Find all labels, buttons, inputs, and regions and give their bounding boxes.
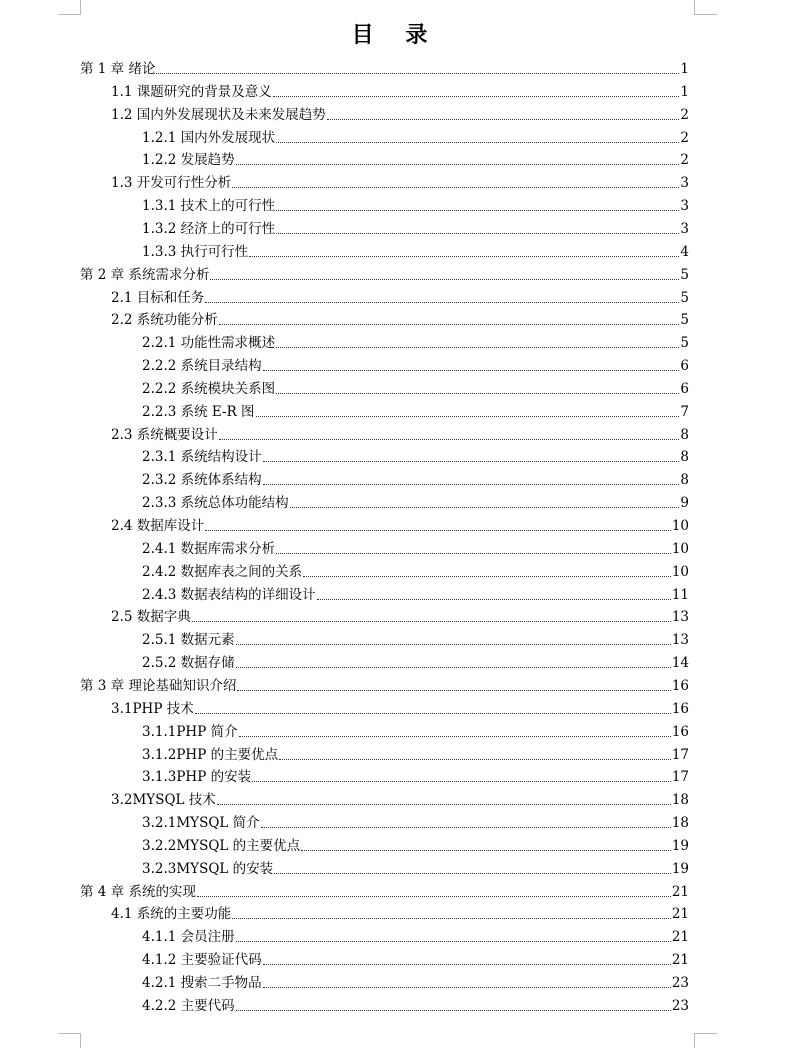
toc-dot-leader (156, 73, 679, 74)
toc-entry-title: 2.5 数据字典 (111, 609, 191, 626)
toc-dot-leader (276, 142, 679, 143)
crop-mark-top-left (58, 0, 81, 15)
toc-entry-title: 2.2.3 系统 E-R 图 (142, 403, 255, 420)
toc-dot-leader (263, 987, 671, 988)
toc-entry-title: 1.3.3 执行可行性 (142, 243, 249, 260)
toc-entry-page: 4 (680, 243, 689, 260)
toc-entry-title: 1.2 国内外发展现状及未来发展趋势 (111, 106, 326, 123)
toc-entry-page: 3 (680, 175, 689, 192)
toc-entry-page: 23 (671, 997, 689, 1014)
toc-entry[interactable] (142, 126, 689, 146)
toc-entry[interactable] (142, 331, 689, 351)
toc-entry-title: 1.3.2 经济上的可行性 (142, 220, 276, 237)
toc-entry[interactable] (111, 103, 689, 123)
toc-entry-title: 4.2.1 搜索二手物品 (142, 975, 262, 991)
toc-entry-title: 3.1.3PHP 的安装 (142, 769, 252, 786)
toc-entry[interactable] (142, 834, 689, 854)
toc-entry-title: 4.2.2 主要代码 (142, 997, 235, 1014)
toc-entry[interactable] (142, 925, 689, 945)
toc-entry-title: 1.3.1 技术上的可行性 (142, 198, 276, 215)
toc-entry[interactable] (142, 720, 689, 740)
toc-entry[interactable] (111, 308, 689, 328)
toc-entry-title: 2.3.1 系统结构设计 (142, 449, 262, 466)
toc-entry[interactable] (142, 948, 689, 968)
toc-entry-page: 7 (680, 403, 689, 420)
toc-dot-leader (210, 279, 679, 280)
toc-entry-page: 6 (680, 358, 689, 375)
toc-entry-title: 2.2.2 系统模块关系图 (142, 380, 276, 397)
toc-dot-leader (276, 233, 679, 234)
toc-entry[interactable] (142, 560, 689, 580)
toc-entry-page: 21 (671, 929, 689, 946)
toc-entry-page: 2 (680, 129, 689, 146)
toc-dot-leader (249, 256, 679, 257)
crop-mark-bottom-right (694, 1033, 717, 1048)
toc-dot-leader (232, 918, 671, 919)
toc-entry-page: 1 (680, 83, 689, 100)
toc-dot-leader (273, 96, 680, 97)
toc-entry-page: 18 (671, 792, 689, 809)
toc-dot-leader (205, 530, 671, 531)
toc-entry-title: 2.2.2 系统目录结构 (142, 358, 262, 375)
toc-dot-leader (239, 736, 671, 737)
toc-entry-title: 2.2 系统功能分析 (111, 312, 218, 329)
toc-entry[interactable] (111, 788, 689, 808)
toc-entry[interactable] (142, 377, 689, 397)
toc-entry[interactable] (80, 674, 689, 694)
toc-entry-page: 19 (671, 860, 689, 877)
toc-dot-leader (236, 644, 671, 645)
toc-entry-page: 1 (680, 61, 689, 77)
toc-entry[interactable] (80, 880, 689, 900)
toc-entry-title: 2.5.2 数据存储 (142, 655, 235, 672)
toc-entry-page: 2 (680, 152, 689, 169)
toc-dot-leader (237, 690, 670, 691)
toc-dot-leader (252, 781, 671, 782)
toc-entry-title: 第 1 章 绪论 (80, 61, 156, 77)
toc-entry-title: 2.1 目标和任务 (111, 289, 205, 306)
toc-entry[interactable] (142, 194, 689, 214)
toc-entry-title: 2.4.3 数据表结构的详细设计 (142, 586, 316, 603)
toc-entry[interactable] (142, 148, 689, 168)
toc-dot-leader (301, 850, 671, 851)
toc-entry[interactable] (80, 263, 689, 283)
toc-entry-page: 6 (680, 380, 689, 397)
toc-dot-leader (303, 576, 671, 577)
toc-entry-page: 19 (671, 837, 689, 854)
toc-entry-page: 21 (671, 906, 689, 923)
toc-entry[interactable] (142, 240, 689, 260)
toc-entry-page: 21 (671, 952, 689, 969)
toc-dot-leader (236, 941, 671, 942)
toc-entry[interactable] (142, 651, 689, 671)
toc-dot-leader (219, 324, 680, 325)
toc-dot-leader (290, 507, 680, 508)
toc-entry-title: 第 4 章 系统的实现 (80, 883, 196, 900)
toc-entry-title: 第 2 章 系统需求分析 (80, 266, 210, 283)
toc-entry-page: 18 (671, 815, 689, 832)
crop-mark-bottom-left (58, 1033, 81, 1048)
toc-entry[interactable] (111, 423, 689, 443)
toc-entry-title: 2.2.1 功能性需求概述 (142, 335, 276, 352)
toc-entry-page: 5 (680, 289, 689, 306)
crop-mark-top-right (694, 0, 717, 15)
toc-entry-page: 2 (680, 106, 689, 123)
toc-entry-page: 8 (680, 426, 689, 443)
toc-dot-leader (263, 484, 680, 485)
toc-entry[interactable] (111, 605, 689, 625)
toc-entry-page: 13 (671, 632, 689, 649)
toc-dot-leader (263, 461, 680, 462)
toc-entry-page: 10 (671, 518, 689, 534)
toc-entry-page: 16 (671, 677, 689, 694)
toc-entry-page: 17 (671, 746, 689, 763)
toc-entry-page: 10 (671, 563, 689, 580)
toc-entry-title: 4.1.2 主要验证代码 (142, 952, 262, 969)
toc-entry[interactable] (142, 857, 689, 877)
toc-dot-leader (279, 759, 671, 760)
toc-dot-leader (276, 393, 679, 394)
toc-entry-page: 10 (671, 540, 689, 557)
toc-entry-page: 16 (671, 723, 689, 740)
toc-entry[interactable] (142, 994, 689, 1014)
toc-entry-title: 4.1.1 会员注册 (142, 929, 235, 946)
toc-entry[interactable] (111, 286, 689, 306)
toc-dot-leader (276, 347, 679, 348)
toc-entry-page: 13 (671, 609, 689, 626)
toc-entry[interactable] (111, 171, 689, 191)
toc-entry[interactable] (142, 811, 689, 831)
toc-entry-title: 2.3.3 系统总体功能结构 (142, 495, 289, 512)
toc-entry[interactable] (142, 765, 689, 785)
toc-entry-page: 8 (680, 449, 689, 466)
toc-entry-title: 第 3 章 理论基础知识介绍 (80, 677, 237, 694)
toc-dot-leader (236, 164, 680, 165)
toc-entry-page: 3 (680, 220, 689, 237)
toc-entry-title: 2.4.2 数据库表之间的关系 (142, 563, 303, 580)
toc-entry-title: 1.3 开发可行性分析 (111, 175, 232, 192)
toc-dot-leader (263, 964, 671, 965)
toc-entry[interactable] (142, 217, 689, 237)
toc-dot-leader (317, 599, 671, 600)
toc-entry[interactable] (142, 468, 689, 488)
toc-dot-leader (263, 370, 680, 371)
toc-dot-leader (232, 187, 679, 188)
toc-entry[interactable] (111, 697, 689, 717)
toc-entry-page: 9 (680, 495, 689, 512)
toc-entry-page: 16 (671, 700, 689, 717)
toc-entry-title: 2.3 系统概要设计 (111, 426, 218, 443)
toc-entry-page: 3 (680, 198, 689, 215)
toc-dot-leader (195, 713, 671, 714)
toc-dot-leader (219, 439, 680, 440)
toc-entry-title: 2.3.2 系统体系结构 (142, 472, 262, 489)
toc-dot-leader (197, 896, 671, 897)
toc-entry-title: 3.1.1PHP 简介 (142, 723, 238, 740)
toc-entry[interactable] (142, 354, 689, 374)
toc-entry-page: 5 (680, 335, 689, 352)
toc-entry[interactable] (111, 902, 689, 922)
toc-entry[interactable] (142, 583, 689, 603)
toc-entry-page: 5 (680, 266, 689, 283)
toc-entry-title: 1.2.1 国内外发展现状 (142, 129, 276, 146)
toc-entry[interactable] (111, 514, 689, 534)
toc-dot-leader (236, 667, 671, 668)
toc-entry-page: 11 (671, 586, 689, 603)
toc-entry-title: 3.2.3MYSQL 的安装 (142, 860, 274, 877)
toc-entry[interactable] (142, 400, 689, 420)
toc-entry[interactable] (80, 57, 689, 77)
toc-entry-title: 3.1PHP 技术 (111, 700, 194, 717)
toc-dot-leader (217, 804, 671, 805)
toc-entry[interactable] (111, 80, 689, 100)
toc-dot-leader (276, 553, 671, 554)
toc-entry-page: 5 (680, 312, 689, 329)
toc-entry-page: 23 (671, 975, 689, 991)
toc-entry-page: 21 (671, 883, 689, 900)
toc-dot-leader (256, 416, 680, 417)
toc-entry[interactable] (142, 537, 689, 557)
toc-entry[interactable] (142, 743, 689, 763)
toc-entry-title: 3.1.2PHP 的主要优点 (142, 746, 279, 763)
toc-entry-page: 8 (680, 472, 689, 489)
toc-entry-page: 17 (671, 769, 689, 786)
toc-entry-title: 2.4.1 数据库需求分析 (142, 540, 276, 557)
page-title: 目 录 (351, 22, 440, 48)
toc-entry-title: 2.4 数据库设计 (111, 518, 205, 534)
toc-entry[interactable] (142, 445, 689, 465)
toc-entry-title: 3.2.1MYSQL 简介 (142, 815, 260, 832)
toc-dot-leader (276, 210, 679, 211)
toc-dot-leader (327, 119, 680, 120)
toc-entry[interactable] (142, 971, 689, 991)
toc-dot-leader (236, 1010, 671, 1011)
toc-entry-title: 1.2.2 发展趋势 (142, 152, 235, 169)
toc-entry-title: 3.2MYSQL 技术 (111, 792, 216, 809)
toc-dot-leader (205, 302, 679, 303)
toc-entry[interactable] (142, 491, 689, 511)
toc-dot-leader (261, 827, 671, 828)
toc-entry-title: 2.5.1 数据元素 (142, 632, 235, 649)
toc-entry[interactable] (142, 628, 689, 648)
toc-dot-leader (192, 621, 671, 622)
toc-dot-leader (274, 873, 671, 874)
toc-entry-title: 4.1 系统的主要功能 (111, 906, 232, 923)
toc-entry-page: 14 (671, 655, 689, 672)
toc-entry-title: 1.1 课题研究的背景及意义 (111, 83, 272, 100)
toc-entry-title: 3.2.2MYSQL 的主要优点 (142, 837, 301, 854)
